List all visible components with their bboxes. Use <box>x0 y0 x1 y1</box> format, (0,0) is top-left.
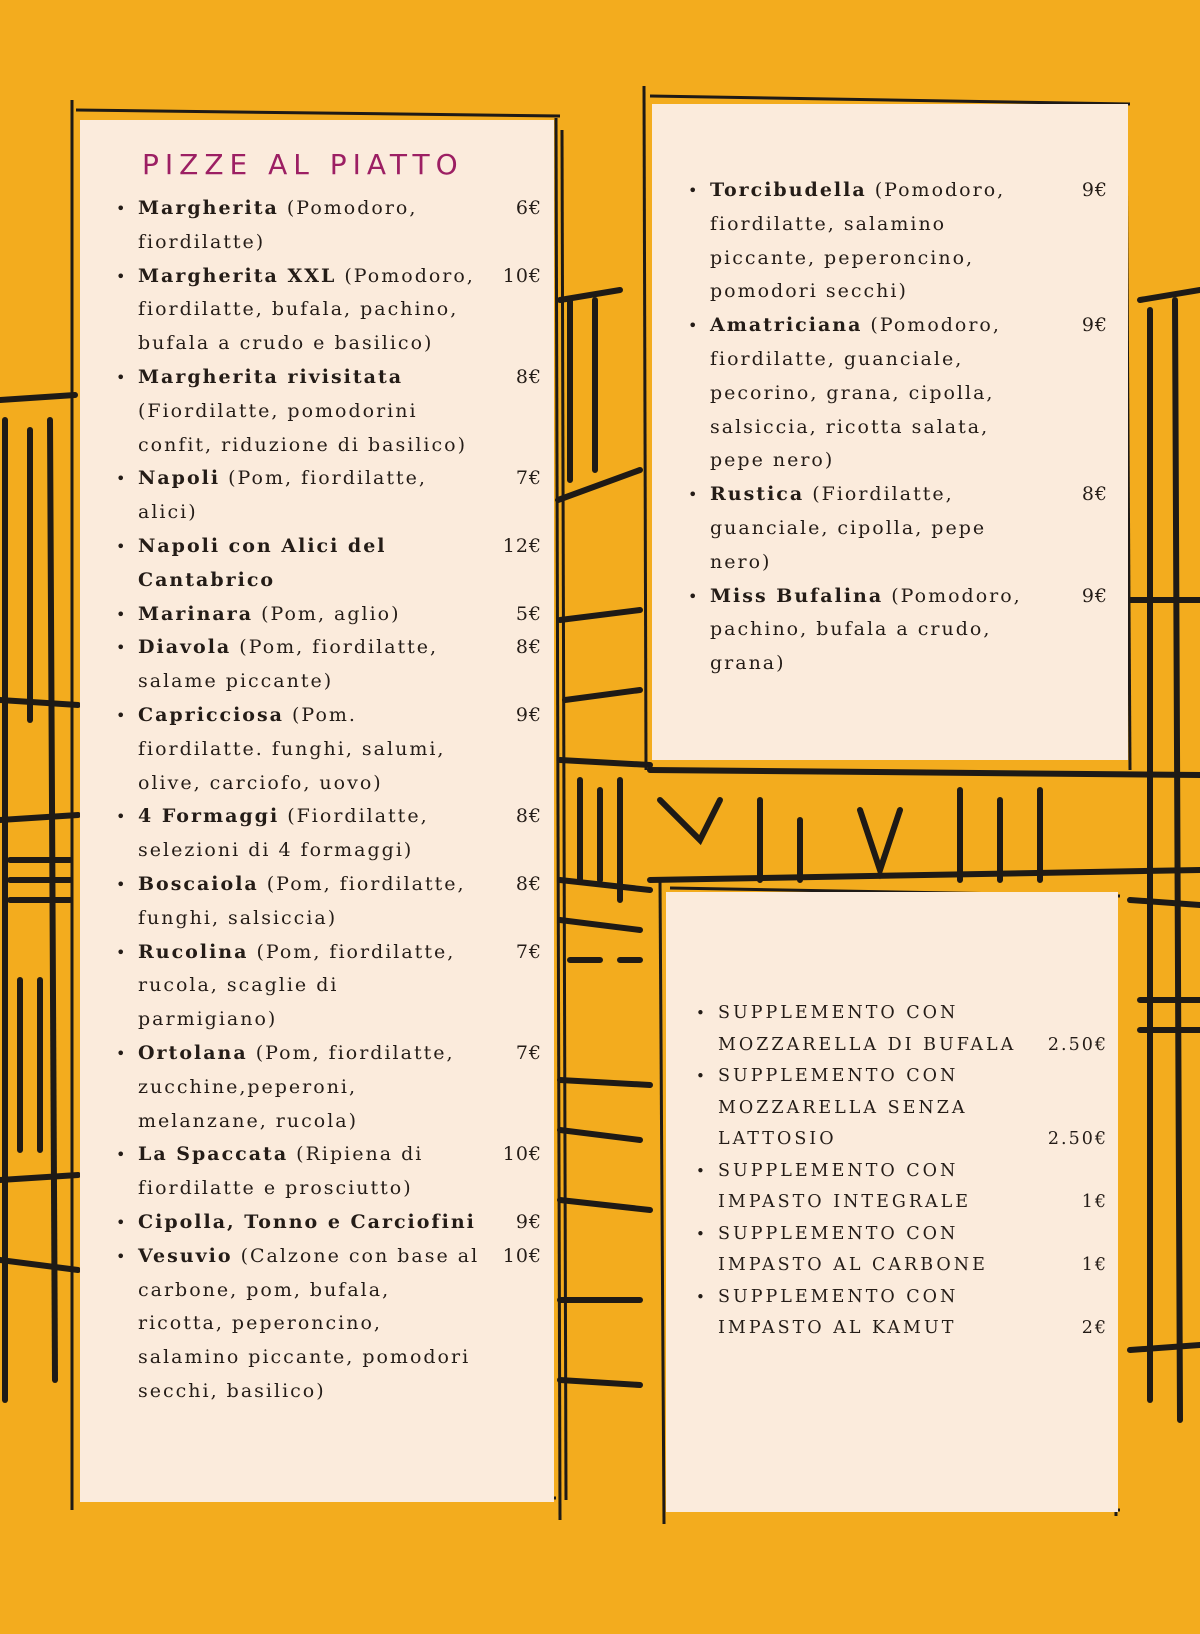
supplement-item <box>696 998 1108 1061</box>
pizza-list-continued <box>688 174 1108 681</box>
item-name: La Spaccata <box>138 1143 289 1166</box>
item-price: 12€ <box>502 534 542 557</box>
list-item <box>116 936 542 1037</box>
list-item <box>116 800 542 868</box>
item-name: Margherita <box>138 197 279 219</box>
supplements-list <box>696 998 1108 1345</box>
item-description: (Calzone con base al carbone, pom, bufala, ricotta, peperoncino, salamino piccante, pomodori secchi, basilico) <box>138 1244 480 1402</box>
list-item <box>116 530 542 598</box>
item-price: 7€ <box>515 467 542 490</box>
menu-title: PIZZE AL PIATTO <box>142 148 464 181</box>
list-item <box>688 174 1108 309</box>
item-price: 7€ <box>515 940 542 963</box>
item-price: 9€ <box>515 703 542 726</box>
supplement-item <box>696 1282 1108 1345</box>
supplement-price: 2€ <box>1081 1318 1108 1338</box>
supplement-price: 1€ <box>1081 1255 1108 1275</box>
item-name: Diavola <box>138 636 232 659</box>
item-name: Capricciosa <box>138 703 284 726</box>
supplement-item <box>696 1156 1108 1219</box>
item-description: (Pom, aglio) <box>253 602 401 625</box>
list-item <box>116 1240 542 1409</box>
supplement-text: SUPPLEMENTO CON MOZZARELLA SENZA LATTOSIO <box>718 1066 968 1149</box>
supplement-text: SUPPLEMENTO CON IMPASTO INTEGRALE <box>718 1160 972 1212</box>
item-price: 9€ <box>515 1210 542 1233</box>
item-name: Cipolla, Tonno e Carciofini <box>138 1210 476 1233</box>
item-name: Margherita rivisitata <box>138 365 404 388</box>
list-item <box>116 260 542 361</box>
item-price: 10€ <box>502 264 542 287</box>
item-name: Torcibudella <box>710 179 867 201</box>
supplement-text: SUPPLEMENTO CON IMPASTO AL KAMUT <box>718 1286 959 1338</box>
item-name: Rucolina <box>138 940 249 963</box>
item-price: 5€ <box>515 602 542 625</box>
list-item <box>116 462 542 530</box>
item-name: Miss Bufalina <box>710 584 884 607</box>
item-price: 6€ <box>515 197 542 219</box>
list-item <box>688 478 1108 579</box>
item-name: Boscaiola <box>138 872 259 895</box>
item-name: Napoli <box>138 467 221 490</box>
list-item <box>688 580 1108 681</box>
item-name: Marinara <box>138 602 254 625</box>
list-item <box>116 1138 542 1206</box>
list-item <box>116 598 542 632</box>
item-description: (Pomodoro, fiordilatte) <box>138 197 418 253</box>
item-price: 9€ <box>1081 584 1108 607</box>
list-item <box>116 1206 542 1240</box>
item-price: 8€ <box>1081 483 1108 506</box>
supplement-text: SUPPLEMENTO CON MOZZARELLA DI BUFALA <box>718 1003 1017 1055</box>
item-price: 8€ <box>515 365 542 388</box>
item-price: 10€ <box>502 1143 542 1166</box>
item-description: (Pom, fiordilatte, salame piccante) <box>138 636 439 693</box>
item-description: (Fiordilatte, guanciale, cipolla, pepe nero) <box>710 483 987 573</box>
menu-panel-left <box>80 120 554 1502</box>
item-name: Napoli con Alici del Cantabrico <box>138 534 387 591</box>
list-item <box>116 868 542 936</box>
item-price: 10€ <box>502 1244 542 1267</box>
list-item <box>116 1037 542 1138</box>
list-item <box>688 309 1108 478</box>
supplement-price: 2.50€ <box>1047 1129 1108 1149</box>
item-price: 8€ <box>515 805 542 828</box>
item-name: 4 Formaggi <box>138 805 280 828</box>
item-description: (Pom, fiordilatte, funghi, salsiccia) <box>138 872 466 929</box>
item-price: 9€ <box>1081 314 1108 337</box>
supplement-price: 1€ <box>1081 1192 1108 1212</box>
supplement-item <box>696 1219 1108 1282</box>
item-description: (Pomodoro, fiordilatte, salamino piccante, peperoncino, pomodori secchi) <box>710 179 1006 303</box>
list-item <box>116 361 542 462</box>
item-description: (Pom, fiordilatte, zucchine,peperoni, melanzane, rucola) <box>138 1041 455 1132</box>
item-description: (Fiordilatte, selezioni di 4 formaggi) <box>138 805 429 862</box>
item-price: 7€ <box>515 1041 542 1064</box>
item-description: (Fiordilatte, pomodorini confit, riduzione di basilico) <box>138 399 467 456</box>
item-description: (Pomodoro, fiordilatte, guanciale, pecorino, grana, cipolla, salsiccia, ricotta salata, pepe nero) <box>710 314 1001 472</box>
item-description: (Ripiena di fiordilatte e prosciutto) <box>138 1143 424 1200</box>
supplement-item <box>696 1061 1108 1156</box>
supplements-panel <box>666 892 1118 1512</box>
item-price: 9€ <box>1081 179 1108 201</box>
item-description: (Pomodoro, fiordilatte, bufala, pachino, bufala a crudo e basilico) <box>138 264 475 355</box>
list-item <box>116 631 542 699</box>
supplement-price: 2.50€ <box>1047 1034 1108 1055</box>
menu-panel-right-top <box>652 104 1128 760</box>
item-name: Vesuvio <box>138 1244 233 1267</box>
supplement-text: SUPPLEMENTO CON IMPASTO AL CARBONE <box>718 1223 988 1275</box>
item-name: Amatriciana <box>710 314 863 337</box>
item-description: (Pom. fiordilatte. funghi, salumi, olive, carciofo, uovo) <box>138 703 446 794</box>
item-description: (Pom, fiordilatte, rucola, scaglie di parmigiano) <box>138 940 456 1031</box>
item-description: (Pom, fiordilatte, alici) <box>138 467 427 524</box>
item-name: Ortolana <box>138 1041 248 1064</box>
item-price: 8€ <box>515 636 542 659</box>
list-item <box>116 192 542 260</box>
item-name: Rustica <box>710 483 805 506</box>
item-price: 8€ <box>515 872 542 895</box>
item-name: Margherita XXL <box>138 264 337 287</box>
pizza-list <box>116 192 542 1409</box>
list-item <box>116 699 542 800</box>
item-description: (Pomodoro, pachino, bufala a crudo, grana) <box>710 584 1022 675</box>
